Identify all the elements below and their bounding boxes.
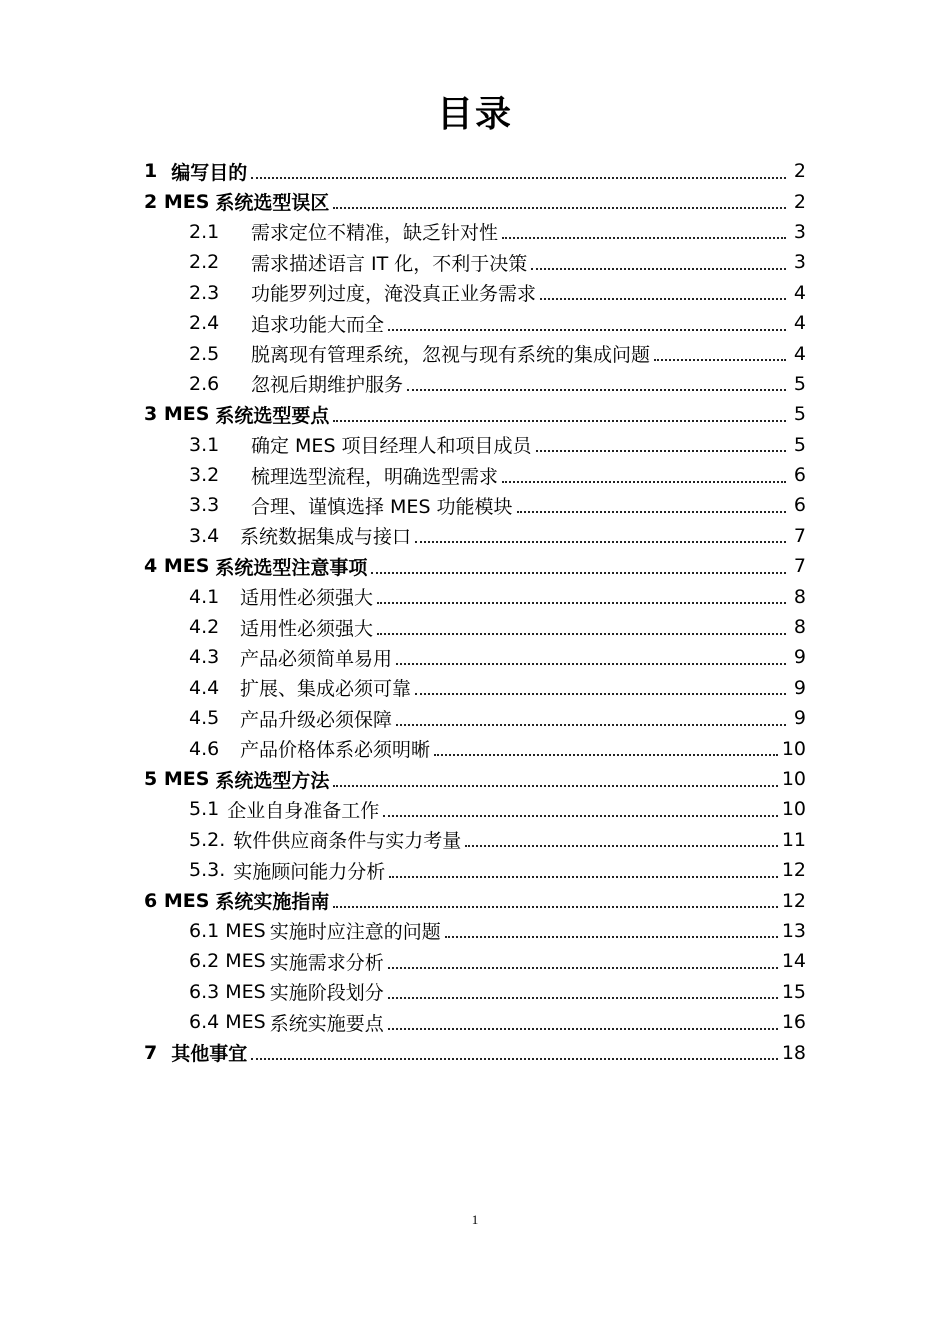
dot-leader xyxy=(389,875,778,878)
toc-number: 2.2 xyxy=(189,251,220,274)
toc-entry[interactable] xyxy=(144,338,806,368)
dot-leader xyxy=(377,601,786,604)
toc-entry[interactable] xyxy=(144,612,806,642)
toc-number: 5.2. xyxy=(189,828,226,851)
toc-number: 1 xyxy=(144,160,158,183)
toc-label: 梳理选型流程，明确选型需求 xyxy=(251,465,499,488)
dot-leader xyxy=(465,844,778,847)
toc-number: 3.2 xyxy=(189,464,220,487)
toc-page: 4 xyxy=(793,312,806,335)
toc-entry[interactable] xyxy=(144,885,806,915)
dot-leader xyxy=(654,358,786,361)
dot-leader xyxy=(388,1027,778,1030)
toc-page: 5 xyxy=(793,403,806,426)
toc-entry[interactable] xyxy=(144,764,806,794)
toc-page: 7 xyxy=(793,555,806,578)
toc-label: 系统选型误区 xyxy=(215,192,330,215)
dot-leader xyxy=(388,328,786,331)
table-of-contents xyxy=(144,156,806,1068)
dot-leader xyxy=(333,905,777,908)
toc-label: 系统实施要点 xyxy=(269,1012,384,1035)
dot-leader xyxy=(383,814,778,817)
toc-page: 8 xyxy=(793,616,806,639)
toc-page: 4 xyxy=(793,281,806,304)
toc-number: 7 xyxy=(144,1041,158,1064)
toc-number: 5.3. xyxy=(189,859,226,882)
toc-page: 3 xyxy=(793,220,806,243)
toc-entry[interactable] xyxy=(144,733,806,763)
toc-entry[interactable] xyxy=(144,460,806,490)
toc-label: 实施顾问能力分析 xyxy=(233,860,386,883)
toc-entry[interactable] xyxy=(144,217,806,247)
toc-number: 2.5 xyxy=(189,342,220,365)
toc-number: 5.1 xyxy=(189,798,220,821)
dot-leader xyxy=(371,571,786,574)
toc-page: 9 xyxy=(793,676,806,699)
toc-page: 4 xyxy=(793,342,806,365)
toc-page: 10 xyxy=(781,798,806,821)
toc-page: 9 xyxy=(793,646,806,669)
toc-label: 其他事宜 xyxy=(171,1043,248,1066)
dot-leader xyxy=(396,662,786,665)
dot-leader xyxy=(251,1057,778,1060)
toc-label: 适用性必须强大 xyxy=(240,617,374,640)
dot-leader xyxy=(531,267,786,270)
toc-page: 8 xyxy=(793,585,806,608)
toc-number: 3 MES xyxy=(144,403,210,426)
toc-page: 10 xyxy=(781,737,806,760)
toc-label: 忽视后期维护服务 xyxy=(251,374,404,397)
toc-label: 功能罗列过度，淹没真正业务需求 xyxy=(251,283,537,306)
toc-number: 6.4 MES xyxy=(189,1011,266,1034)
toc-number: 2.4 xyxy=(189,312,220,335)
dot-leader xyxy=(333,206,786,209)
toc-number: 6.1 MES xyxy=(189,919,266,942)
toc-label: 系统选型方法 xyxy=(215,769,330,792)
toc-entry[interactable] xyxy=(144,855,806,885)
toc-number: 3.4 xyxy=(189,524,220,547)
toc-entry[interactable] xyxy=(144,278,806,308)
toc-label: 需求定位不精准，缺乏针对性 xyxy=(251,222,499,245)
toc-label: 确定 MES 项目经理人和项目成员 xyxy=(251,435,532,458)
toc-label: 需求描述语言 IT 化，不利于决策 xyxy=(251,252,528,275)
toc-label: 编写目的 xyxy=(171,161,248,184)
toc-label: 脱离现有管理系统，忽视与现有系统的集成问题 xyxy=(251,344,651,367)
toc-page: 2 xyxy=(793,160,806,183)
toc-entry[interactable] xyxy=(144,642,806,672)
toc-entry[interactable] xyxy=(144,1007,806,1037)
toc-number: 4.3 xyxy=(189,646,220,669)
toc-number: 3.3 xyxy=(189,494,220,517)
toc-entry[interactable] xyxy=(144,673,806,703)
toc-page: 11 xyxy=(781,828,806,851)
toc-entry[interactable] xyxy=(144,490,806,520)
toc-page: 5 xyxy=(793,433,806,456)
toc-label: 系统实施指南 xyxy=(215,891,330,914)
dot-leader xyxy=(434,753,778,756)
toc-number: 6.2 MES xyxy=(189,950,266,973)
toc-number: 4.5 xyxy=(189,707,220,730)
toc-page: 5 xyxy=(793,372,806,395)
toc-page: 7 xyxy=(793,524,806,547)
dot-leader xyxy=(536,449,786,452)
toc-entry[interactable] xyxy=(144,369,806,399)
toc-page: 13 xyxy=(781,919,806,942)
toc-label: 软件供应商条件与实力考量 xyxy=(233,830,462,853)
toc-number: 6 MES xyxy=(144,889,210,912)
dot-leader xyxy=(251,176,786,179)
toc-entry[interactable] xyxy=(144,794,806,824)
toc-label: 实施需求分析 xyxy=(269,951,384,974)
toc-label: 企业自身准备工作 xyxy=(227,799,380,822)
toc-number: 4.4 xyxy=(189,676,220,699)
toc-number: 5 MES xyxy=(144,768,210,790)
toc-entry[interactable] xyxy=(144,521,806,551)
toc-entry[interactable] xyxy=(144,581,806,611)
toc-page: 18 xyxy=(781,1041,806,1064)
toc-entry[interactable] xyxy=(144,156,806,186)
toc-label: 系统数据集成与接口 xyxy=(240,526,412,549)
page-title: 目录 xyxy=(436,94,513,135)
toc-page: 6 xyxy=(793,494,806,517)
toc-label: 产品升级必须保障 xyxy=(240,708,393,731)
toc-number: 2 MES xyxy=(144,190,210,213)
toc-label: 实施时应注意的问题 xyxy=(269,921,441,944)
toc-entry[interactable] xyxy=(144,308,806,338)
toc-page: 16 xyxy=(781,1011,806,1034)
dot-leader xyxy=(502,236,786,239)
dot-leader xyxy=(396,723,786,726)
toc-entry[interactable] xyxy=(144,430,806,460)
dot-leader xyxy=(377,632,786,635)
toc-entry[interactable] xyxy=(144,703,806,733)
toc-page: 14 xyxy=(781,950,806,973)
toc-entry[interactable] xyxy=(144,186,806,216)
toc-label: 系统选型注意事项 xyxy=(215,556,368,579)
dot-leader xyxy=(388,996,778,999)
toc-entry[interactable] xyxy=(144,916,806,946)
toc-page: 2 xyxy=(793,190,806,213)
dot-leader xyxy=(445,935,778,938)
toc-label: 系统选型要点 xyxy=(215,404,330,427)
toc-entry[interactable] xyxy=(144,551,806,581)
toc-label: 适用性必须强大 xyxy=(240,587,374,610)
toc-number: 4.1 xyxy=(189,585,220,608)
toc-label: 追求功能大而全 xyxy=(251,313,385,336)
toc-entry[interactable] xyxy=(144,247,806,277)
toc-number: 6.3 MES xyxy=(189,980,266,1003)
toc-number: 4.2 xyxy=(189,616,220,639)
toc-entry[interactable] xyxy=(144,1037,806,1067)
toc-label: 产品必须简单易用 xyxy=(240,647,393,670)
toc-page: 9 xyxy=(793,707,806,730)
dot-leader xyxy=(388,966,778,969)
toc-number: 4.6 xyxy=(189,737,220,760)
toc-number: 2.1 xyxy=(189,220,220,243)
dot-leader xyxy=(517,510,786,513)
toc-page: 15 xyxy=(781,980,806,1003)
dot-leader xyxy=(415,540,786,543)
toc-number: 3.1 xyxy=(189,433,220,456)
dot-leader xyxy=(407,388,786,391)
toc-page: 6 xyxy=(793,464,806,487)
dot-leader xyxy=(333,784,777,787)
toc-label: 合理、谨慎选择 MES 功能模块 xyxy=(251,495,513,518)
dot-leader xyxy=(415,692,786,695)
toc-page: 12 xyxy=(781,859,806,882)
toc-entry[interactable] xyxy=(144,399,806,429)
toc-number: 4 MES xyxy=(144,555,210,578)
toc-page: 3 xyxy=(793,251,806,274)
toc-entry[interactable] xyxy=(144,825,806,855)
toc-page: 12 xyxy=(781,889,806,912)
page-number-footer: 1 xyxy=(471,1212,479,1227)
dot-leader xyxy=(502,480,786,483)
toc-label: 产品价格体系必须明晰 xyxy=(240,739,431,762)
toc-number: 2.6 xyxy=(189,372,220,395)
toc-entry[interactable] xyxy=(144,946,806,976)
toc-label: 扩展、集成必须可靠 xyxy=(240,678,412,701)
toc-page: 10 xyxy=(781,768,806,790)
toc-number: 2.3 xyxy=(189,281,220,304)
toc-label: 实施阶段划分 xyxy=(269,982,384,1005)
dot-leader xyxy=(333,419,786,422)
dot-leader xyxy=(540,297,786,300)
toc-entry[interactable] xyxy=(144,977,806,1007)
